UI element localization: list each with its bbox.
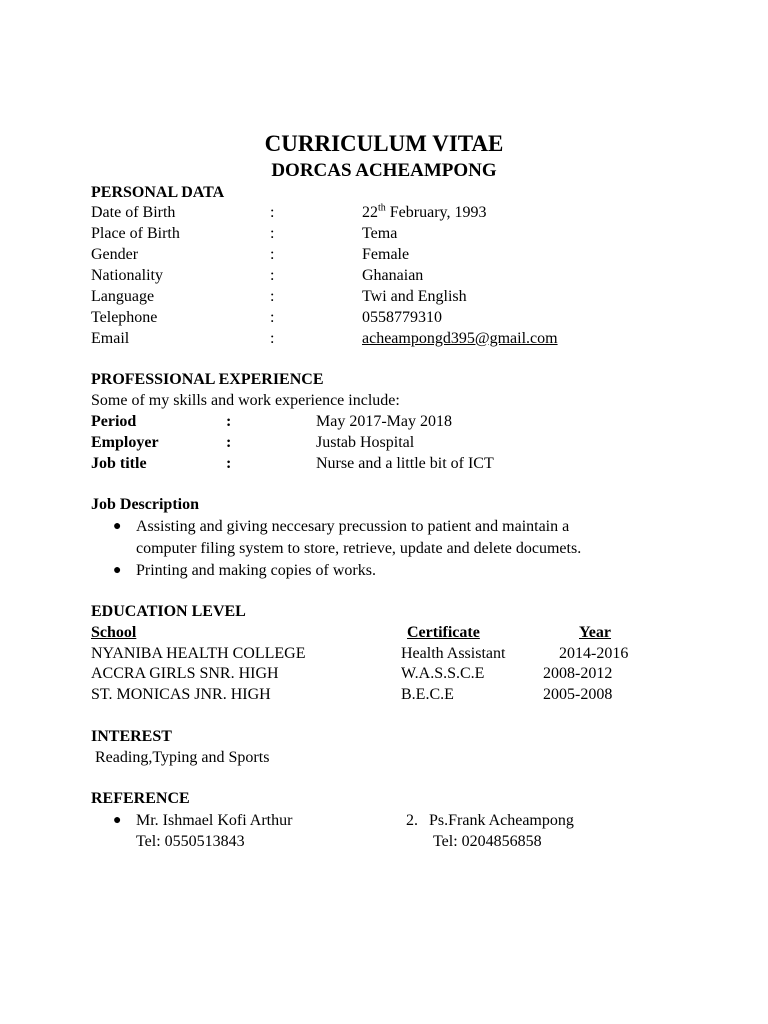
education-certificate: W.A.S.S.C.E — [401, 665, 485, 682]
personal-data-heading: PERSONAL DATA — [91, 184, 225, 201]
reference-1-tel: Tel: 0550513843 — [136, 833, 245, 850]
jobtitle-value: Nurse and a little bit of ICT — [316, 455, 494, 472]
education-year: 2014-2016 — [559, 645, 629, 662]
education-certificate: B.E.C.E — [401, 686, 454, 703]
duty-1-line-2: computer filing system to store, retrieve, update and delete documets. — [136, 540, 582, 557]
dob-separator: : — [270, 204, 275, 221]
education-school: NYANIBA HEALTH COLLEGE — [91, 645, 306, 662]
bullet-icon: ● — [113, 813, 122, 828]
employer-separator: : — [226, 434, 232, 451]
reference-2-marker: 2. — [406, 812, 418, 829]
language-label: Language — [91, 288, 155, 305]
gender-separator: : — [270, 246, 275, 263]
education-year: 2005-2008 — [543, 686, 613, 703]
education-col-school: School — [91, 624, 137, 641]
education-school: ST. MONICAS JNR. HIGH — [91, 686, 271, 703]
dob-day: 22 — [362, 204, 378, 221]
gender-value: Female — [362, 246, 410, 263]
telephone-label: Telephone — [91, 309, 158, 326]
email-link[interactable]: acheampongd395@gmail.com — [362, 330, 558, 347]
bullet-icon: ● — [113, 563, 122, 578]
education-col-year: Year — [579, 624, 611, 641]
dob-label: Date of Birth — [91, 204, 176, 221]
period-label: Period — [91, 413, 137, 430]
pob-separator: : — [270, 225, 275, 242]
period-separator: : — [226, 413, 232, 430]
interest-text: Reading,Typing and Sports — [95, 749, 270, 766]
dob-suffix: th — [378, 202, 386, 214]
education-school: ACCRA GIRLS SNR. HIGH — [91, 665, 279, 682]
experience-intro: Some of my skills and work experience include: — [91, 392, 400, 409]
interest-heading: INTEREST — [91, 728, 172, 745]
candidate-name: DORCAS ACHEAMPONG — [271, 160, 497, 181]
education-col-certificate: Certificate — [407, 624, 480, 641]
reference-2-name: Ps.Frank Acheampong — [429, 812, 574, 829]
email-separator: : — [270, 330, 275, 347]
job-description-heading: Job Description — [91, 496, 199, 513]
employer-label: Employer — [91, 434, 159, 451]
education-heading: EDUCATION LEVEL — [91, 603, 246, 620]
nationality-value: Ghanaian — [362, 267, 424, 284]
gender-label: Gender — [91, 246, 139, 263]
education-certificate: Health Assistant — [401, 645, 506, 662]
telephone-value: 0558779310 — [362, 309, 442, 326]
period-value: May 2017-May 2018 — [316, 413, 452, 430]
dob-value — [362, 203, 487, 223]
reference-2-tel: Tel: 0204856858 — [433, 833, 542, 850]
nationality-separator: : — [270, 267, 275, 284]
reference-1-name: Mr. Ishmael Kofi Arthur — [136, 812, 293, 829]
pob-value: Tema — [362, 225, 398, 242]
language-value: Twi and English — [362, 288, 467, 305]
jobtitle-separator: : — [226, 455, 232, 472]
employer-value: Justab Hospital — [316, 434, 415, 451]
duty-2: Printing and making copies of works. — [136, 562, 376, 579]
duty-1-line-1: Assisting and giving neccesary precussion to patient and maintain a — [136, 518, 570, 535]
language-separator: : — [270, 288, 275, 305]
jobtitle-label: Job title — [91, 455, 147, 472]
telephone-separator: : — [270, 309, 275, 326]
bullet-icon: ● — [113, 519, 122, 534]
email-label: Email — [91, 330, 130, 347]
education-year: 2008-2012 — [543, 665, 613, 682]
nationality-label: Nationality — [91, 267, 163, 284]
pob-label: Place of Birth — [91, 225, 180, 242]
experience-heading: PROFESSIONAL EXPERIENCE — [91, 371, 324, 388]
reference-heading: REFERENCE — [91, 790, 190, 807]
document-title: CURRICULUM VITAE — [264, 131, 504, 156]
dob-rest: February, 1993 — [385, 204, 487, 221]
